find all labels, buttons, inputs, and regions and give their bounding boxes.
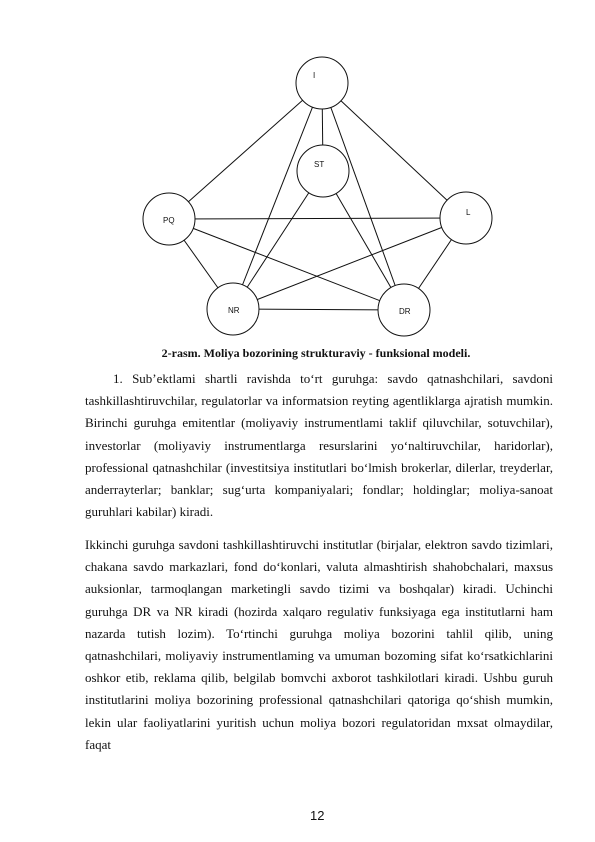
node-label-st: ST: [314, 160, 325, 169]
node-l: [440, 192, 492, 244]
figure-caption: 2-rasm. Moliya bozorining strukturaviy - funksional modeli.: [161, 346, 471, 360]
node-i: [296, 57, 348, 109]
node-st: [297, 145, 349, 197]
edge-i-nr: [233, 83, 325, 309]
diagram-nodes: [143, 57, 492, 336]
edge-pq-dr: [169, 219, 404, 310]
edge-i-dr: [322, 83, 404, 310]
paragraph-2-block: [85, 534, 553, 756]
node-label-dr: DR: [399, 307, 411, 316]
structural-functional-model-diagram: [0, 0, 595, 345]
page-number: 12: [310, 808, 325, 823]
paragraph-1-block: [85, 368, 553, 523]
node-label-nr: NR: [228, 306, 240, 315]
node-label-pq: PQ: [163, 216, 175, 225]
node-label-l: L: [466, 208, 471, 217]
node-label-i: I: [313, 71, 316, 80]
edge-l-nr: [233, 218, 466, 309]
paragraph-1: 1. Sub’ektlami shartli ravishda to‘rt guruhga: savdo qatnashchilari, savdoni tashkillashtiruvchilar, regulatorlar va informatsion reyting agentliklarga ajratish mumkin. Birinchi guruhga emitentlar (moliyaviy instrumentlami taklif qiluvchilar, sotuvchilar), investorlar (moliyaviy instrumentlarga resurslarini yo‘naltiruvchilar, haridorlar), professional qatnashchilar (investitsiya institutlari bo‘lmish brokerlar, dilerlar, treyderlar, anderrayterlar; banklar; sug‘urta kompaniyalari; fondlar; holdinglar; moliya-sanoat guruhlari kabilar) kiradi.: [85, 371, 553, 520]
edge-i-pq: [169, 83, 325, 219]
edge-pq-l: [169, 218, 466, 219]
edge-i-l: [322, 83, 466, 218]
paragraph-2: Ikkinchi guruhga savdoni tashkillashtiruvchi institutlar (birjalar, elektron savdo tizimlari, chakana savdo markazlari, fond do‘konlari, valuta almashtirish shahobchalari, maxsus auksionlar, tarmoqlangan marketingli savdo tizimi va boshqalar) kiradi. Uchinchi guruhga DR va NR kiradi (hozirda xalqaro regulativ funksiyaga ega institutlarni ham nazarda tutish lozim). To‘rtinchi guruhga moliya bozorini tahlil qilib, uning qatnashchilari, moliyaviy instrumentlaming va umuman bozoming sifat ko‘rsatkichlarini oshkor etib, reklama qilib, belgilab bomvchi axborot tashkilotlari kiradi. Ushbu guruh institutlarini moliya bozorining professional qatnashchilari qatoriga qo‘shish mumkin, lekin ular faoliyatlarini yuritish uchun moliya bozori regulatoridan mxsat olmaydilar, faqat: [85, 537, 553, 752]
